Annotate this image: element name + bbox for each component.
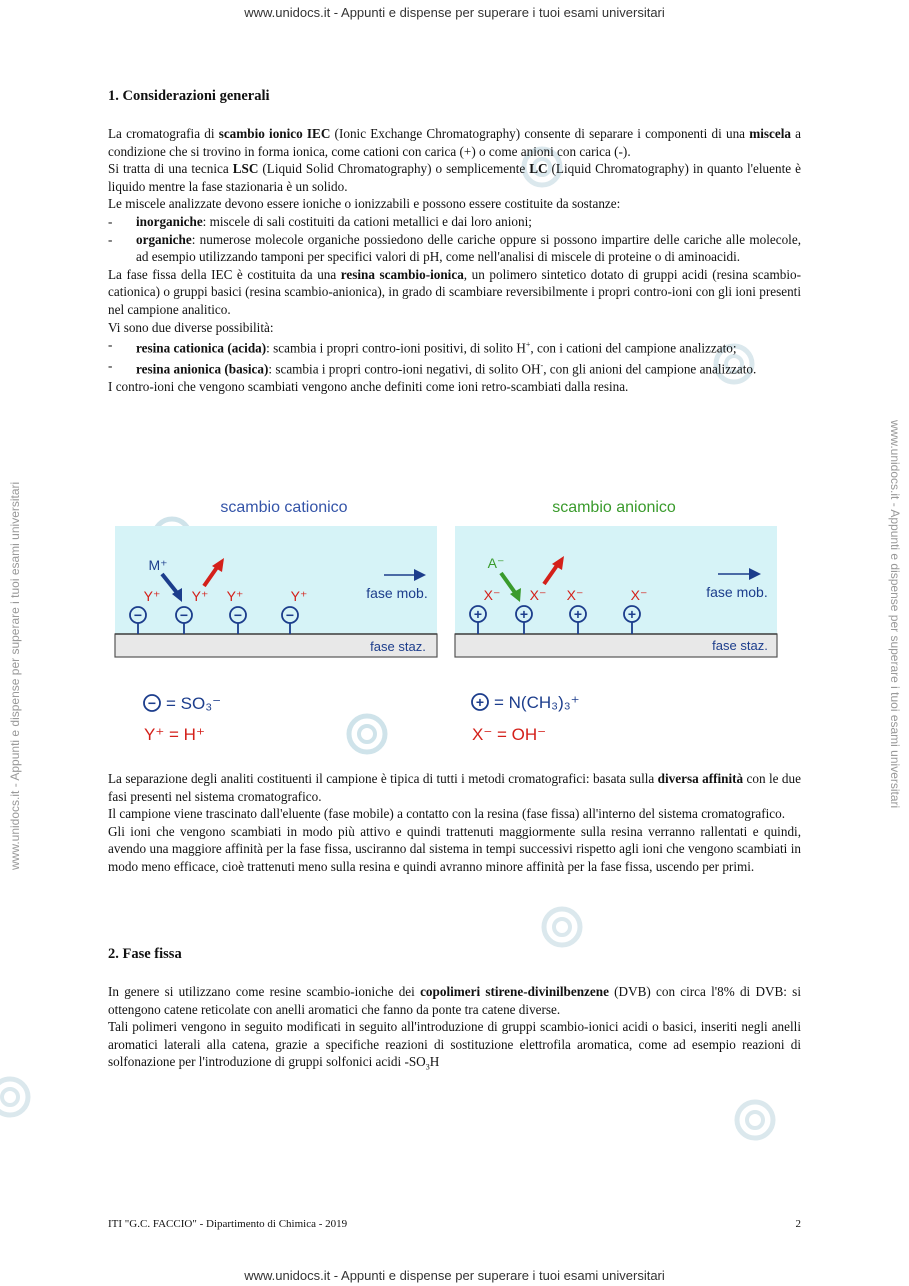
- watermark-logo-icon: [733, 1098, 777, 1142]
- counter-ion-label: X⁻: [630, 587, 648, 603]
- counter-ion-label: Y⁺: [143, 588, 161, 604]
- positive-site-label: +: [473, 606, 483, 622]
- negative-site-label: −: [147, 695, 157, 711]
- footer-text: ITI "G.C. FACCIO" - Dipartimento di Chimica - 2019: [108, 1218, 348, 1230]
- paragraph: Si tratta di una tecnica LSC (Liquid Solid Chromatography) o semplicemente LC (Liquid Chromatography) in quanto l'eluente è liquido mentre la fase stazionaria è un solido.: [108, 161, 801, 194]
- negative-site-label: −: [233, 607, 243, 623]
- negative-site-label: −: [133, 607, 143, 623]
- legend-sulfonate: = SO₃⁻: [166, 694, 222, 713]
- counter-ion-label: Y⁺: [226, 588, 244, 604]
- counter-ion-label: X⁻: [483, 587, 501, 603]
- watermark-logo-icon: [540, 905, 584, 949]
- section-2-title: 2. Fase fissa: [108, 946, 182, 962]
- positive-site-label: +: [573, 606, 583, 622]
- negative-site-label: −: [179, 607, 189, 623]
- paragraph: I contro-ioni che vengono scambiati vengono anche definiti come ioni retro-scambiati dalla resina.: [108, 379, 629, 395]
- watermark-logo-icon: [0, 1075, 32, 1119]
- legend-ammonium: = N(CH₃)₃⁺: [494, 693, 580, 712]
- counter-ion-label: X⁻: [566, 587, 584, 603]
- resin-list: [108, 336, 801, 378]
- sample-cation-label: M⁺: [148, 557, 168, 573]
- anion-exchange-title: scambio anionico: [552, 499, 676, 516]
- section-1-title: 1. Considerazioni generali: [108, 88, 270, 104]
- paragraph: Il campione viene trascinato dall'eluente (fase mobile) a contatto con la resina (fase fissa) all'interno del sistema cromatografico.: [108, 806, 786, 822]
- legend-hydrogen: Y⁺ = H⁺: [144, 725, 205, 744]
- positive-site-label: +: [519, 606, 529, 622]
- paragraph: La separazione degli analiti costituenti il campione è tipica di tutti i metodi cromatografici: basata sulla diversa affinità con le due fasi presenti nel sistema cromatografico.: [108, 771, 801, 804]
- list-item: - organiche: numerose molecole organiche possiedono delle cariche oppure si possono impartire delle cariche alle molecole, ad esempio utilizzando tamponi per specifici valori di pH, come nell'analisi di miscele di proteine o di aminoacidi.: [108, 231, 801, 266]
- bottom-banner: www.unidocs.it - Appunti e dispense per superare i tuoi esami universitari: [244, 1268, 665, 1283]
- right-side-banner: www.unidocs.it - Appunti e dispense per superare i tuoi esami universitari: [888, 420, 902, 809]
- counter-ion-label: Y⁺: [290, 588, 308, 604]
- stationary-phase-label: fase staz.: [370, 639, 426, 654]
- top-banner: www.unidocs.it - Appunti e dispense per superare i tuoi esami universitari: [244, 5, 665, 20]
- paragraph: Vi sono due diverse possibilità:: [108, 319, 274, 335]
- page-number: 2: [795, 1218, 801, 1230]
- stationary-phase-label: fase staz.: [712, 638, 768, 653]
- page-footer: [108, 1218, 801, 1230]
- section-2-body: [108, 983, 801, 1077]
- section-1-intro: [108, 125, 801, 396]
- paragraph: La fase fissa della IEC è costituita da una resina scambio-ionica, un polimero sintetico dotato di gruppi acidi (resina scambio-cationica) o gruppi basici (resina scambio-anionica), in grado di scambiare reversibilmente i propri contro-ioni con gli ioni presenti nel campione analitico.: [108, 266, 801, 317]
- negative-site-label: −: [285, 607, 295, 623]
- section-1-separation: [108, 770, 801, 876]
- ion-exchange-diagram: [112, 490, 792, 755]
- cation-exchange-title: scambio cationico: [220, 499, 348, 516]
- counter-ion-label: Y⁺: [191, 588, 209, 604]
- list-item: - resina cationica (acida): scambia i propri contro-ioni positivi, di solito H+, con i cationi del campione analizzato;: [108, 336, 801, 357]
- paragraph: Le miscele analizzate devono essere ioniche o ionizzabili e possono essere costituite da sostanze:: [108, 196, 621, 212]
- paragraph: Gli ioni che vengono scambiati in modo più attivo e quindi trattenuti maggiormente sulla resina verranno rallentati e quindi, avendo una maggiore affinità per la fase fissa, usciranno dal sistema in tempi successivi rispetto agli ioni che vengono scambiati in modo meno efficace, cioè trattenuti meno sulla resina e quindi avranno minore affinità per la fase fissa, uscendo per primi.: [108, 823, 801, 874]
- list-item: - inorganiche: miscele di sali costituiti da cationi metallici e dai loro anioni;: [108, 213, 801, 231]
- paragraph: Tali polimeri vengono in seguito modificati in seguito all'introduzione di gruppi scambio-ionici acidi o basici, inseriti negli anelli aromatici laterali alla catena, grazie a specifiche reazioni di sostituzione elettrofila aromatica, come ad esempio reazioni di solfonazione per l'introduzione di gruppi solfonici acidi $-SO_3H$: [108, 1019, 801, 1073]
- positive-site-label: +: [475, 694, 485, 710]
- sample-anion-label: A⁻: [487, 555, 505, 571]
- legend-hydroxide: X⁻ = OH⁻: [472, 725, 547, 744]
- substance-list: [108, 213, 801, 266]
- positive-site-label: +: [627, 606, 637, 622]
- list-item: - resina anionica (basica): scambia i propri contro-ioni negativi, di solito OH-, con gli anioni del campione analizzato.: [108, 357, 801, 378]
- paragraph: La cromatografia di scambio ionico IEC (Ionic Exchange Chromatography) consente di separare i componenti di una miscela a condizione che si trovino in forma ionica, come cationi con carica (+) o come anioni con carica (-).: [108, 126, 801, 159]
- counter-ion-label: X⁻: [529, 587, 547, 603]
- paragraph: In genere si utilizzano come resine scambio-ioniche dei copolimeri stirene-divinilbenzene (DVB) con circa l'8% di DVB: si ottengono catene reticolate con anelli aromatici che fanno da ponte tra catene diverse.: [108, 984, 801, 1017]
- mobile-phase-label: fase mob.: [366, 585, 428, 601]
- left-side-banner: www.unidocs.it - Appunti e dispense per superare i tuoi esami universitari: [8, 481, 22, 870]
- mobile-phase-label: fase mob.: [706, 584, 768, 600]
